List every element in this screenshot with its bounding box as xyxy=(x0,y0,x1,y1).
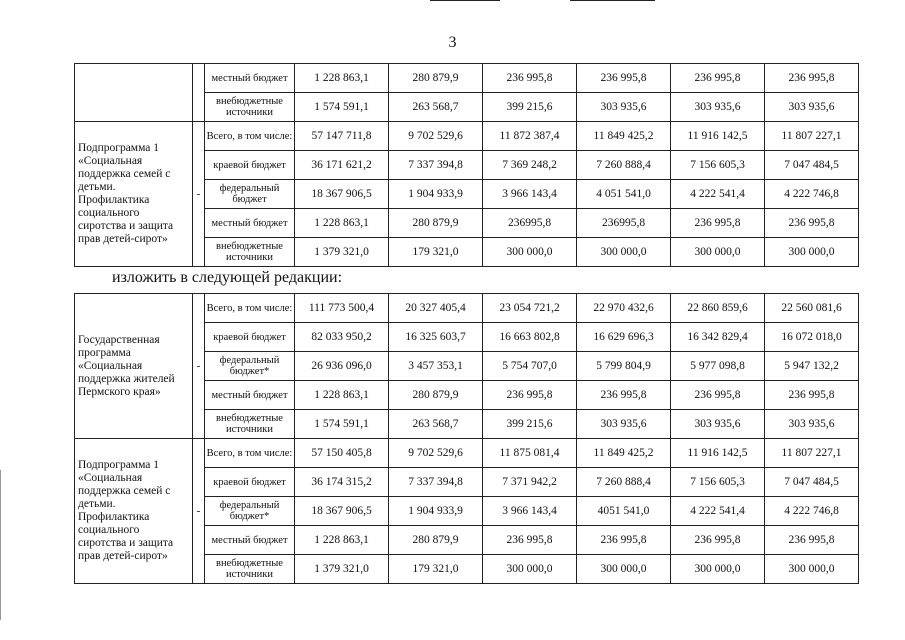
value-cell: 236 995,8 xyxy=(671,526,765,555)
value-cell: 300 000,0 xyxy=(577,238,671,267)
value-cell: 4 222 746,8 xyxy=(765,497,859,526)
value-cell: 57 150 405,8 xyxy=(295,439,389,468)
value-cell: 18 367 906,5 xyxy=(295,180,389,209)
value-cell: 1 228 863,1 xyxy=(295,381,389,410)
funding-source-cell: Всего, в том числе: xyxy=(205,294,295,323)
value-cell: 236 995,8 xyxy=(671,381,765,410)
value-cell: 303 935,6 xyxy=(577,93,671,122)
funding-source-cell: краевой бюджет xyxy=(205,468,295,497)
value-cell: 16 072 018,0 xyxy=(765,323,859,352)
value-cell: 236 995,8 xyxy=(671,209,765,238)
value-cell: 300 000,0 xyxy=(483,555,577,584)
value-cell: 4 222 541,4 xyxy=(671,180,765,209)
value-cell: 236 995,8 xyxy=(483,64,577,93)
value-cell: 111 773 500,4 xyxy=(295,294,389,323)
funding-source-cell: местный бюджет xyxy=(205,64,295,93)
value-cell: 20 327 405,4 xyxy=(389,294,483,323)
value-cell: 11 849 425,2 xyxy=(577,439,671,468)
value-cell: 300 000,0 xyxy=(577,555,671,584)
value-cell: 300 000,0 xyxy=(765,238,859,267)
value-cell: 399 215,6 xyxy=(483,410,577,439)
value-cell: 263 568,7 xyxy=(389,410,483,439)
value-cell: 303 935,6 xyxy=(671,93,765,122)
funding-source-cell: внебюджетные источники xyxy=(205,410,295,439)
value-cell: 5 799 804,9 xyxy=(577,352,671,381)
value-cell: 7 369 248,2 xyxy=(483,151,577,180)
header-rule-2 xyxy=(570,0,655,1)
value-cell: 236 995,8 xyxy=(765,209,859,238)
value-cell: 263 568,7 xyxy=(389,93,483,122)
value-cell: 3 966 143,4 xyxy=(483,180,577,209)
value-cell: 7 260 888,4 xyxy=(577,468,671,497)
value-cell: 18 367 906,5 xyxy=(295,497,389,526)
value-cell: 179 321,0 xyxy=(389,555,483,584)
value-cell: 236 995,8 xyxy=(765,381,859,410)
value-cell: 236 995,8 xyxy=(671,64,765,93)
value-cell: 1 228 863,1 xyxy=(295,209,389,238)
program-name-cell: Подпрограмма 1 «Социальная поддержка семей с детьми. Профилактика социального сиротства и защита прав детей-сирот» xyxy=(75,439,193,584)
value-cell: 16 342 829,4 xyxy=(671,323,765,352)
value-cell: 11 872 387,4 xyxy=(483,122,577,151)
value-cell: 7 156 605,3 xyxy=(671,151,765,180)
value-cell: 399 215,6 xyxy=(483,93,577,122)
value-cell: 7 371 942,2 xyxy=(483,468,577,497)
value-cell: 1 228 863,1 xyxy=(295,64,389,93)
dash-cell: - xyxy=(193,294,205,439)
value-cell: 7 047 484,5 xyxy=(765,151,859,180)
funding-source-cell: местный бюджет xyxy=(205,381,295,410)
value-cell: 3 457 353,1 xyxy=(389,352,483,381)
value-cell: 16 629 696,3 xyxy=(577,323,671,352)
funding-source-cell: федеральный бюджет xyxy=(205,180,295,209)
bottom-table xyxy=(74,293,859,584)
funding-source-cell: внебюджетные источники xyxy=(205,238,295,267)
value-cell: 57 147 711,8 xyxy=(295,122,389,151)
value-cell: 16 663 802,8 xyxy=(483,323,577,352)
value-cell: 280 879,9 xyxy=(389,209,483,238)
value-cell: 11 916 142,5 xyxy=(671,122,765,151)
value-cell: 11 807 227,1 xyxy=(765,122,859,151)
funding-source-cell: федеральный бюджет* xyxy=(205,352,295,381)
value-cell: 1 379 321,0 xyxy=(295,238,389,267)
value-cell: 236 995,8 xyxy=(577,381,671,410)
funding-source-cell: Всего, в том числе: xyxy=(205,122,295,151)
value-cell: 300 000,0 xyxy=(671,555,765,584)
value-cell: 236 995,8 xyxy=(483,526,577,555)
funding-source-cell: местный бюджет xyxy=(205,209,295,238)
value-cell: 300 000,0 xyxy=(483,238,577,267)
value-cell: 303 935,6 xyxy=(671,410,765,439)
value-cell: 303 935,6 xyxy=(765,93,859,122)
value-cell: 7 337 394,8 xyxy=(389,151,483,180)
value-cell: 179 321,0 xyxy=(389,238,483,267)
value-cell: 303 935,6 xyxy=(765,410,859,439)
funding-source-cell: краевой бюджет xyxy=(205,323,295,352)
top-table xyxy=(74,63,859,267)
value-cell: 280 879,9 xyxy=(389,526,483,555)
value-cell: 1 904 933,9 xyxy=(389,180,483,209)
value-cell: 236 995,8 xyxy=(483,381,577,410)
funding-source-cell: местный бюджет xyxy=(205,526,295,555)
value-cell: 4 051 541,0 xyxy=(577,180,671,209)
value-cell: 7 337 394,8 xyxy=(389,468,483,497)
dash-cell: - xyxy=(193,122,205,267)
value-cell: 1 228 863,1 xyxy=(295,526,389,555)
header-rule-1 xyxy=(430,0,500,1)
value-cell: 9 702 529,6 xyxy=(389,122,483,151)
table-row xyxy=(75,439,859,468)
value-cell: 303 935,6 xyxy=(577,410,671,439)
value-cell: 280 879,9 xyxy=(389,381,483,410)
value-cell: 300 000,0 xyxy=(765,555,859,584)
value-cell: 11 807 227,1 xyxy=(765,439,859,468)
value-cell: 11 849 425,2 xyxy=(577,122,671,151)
value-cell: 1 904 933,9 xyxy=(389,497,483,526)
value-cell: 36 174 315,2 xyxy=(295,468,389,497)
funding-source-cell: федеральный бюджет* xyxy=(205,497,295,526)
value-cell: 22 560 081,6 xyxy=(765,294,859,323)
value-cell: 1 574 591,1 xyxy=(295,410,389,439)
value-cell: 7 156 605,3 xyxy=(671,468,765,497)
table-row xyxy=(75,64,859,93)
value-cell: 22 970 432,6 xyxy=(577,294,671,323)
funding-source-cell: внебюджетные источники xyxy=(205,555,295,584)
funding-source-cell: краевой бюджет xyxy=(205,151,295,180)
value-cell: 9 702 529,6 xyxy=(389,439,483,468)
value-cell: 236 995,8 xyxy=(577,526,671,555)
table-row xyxy=(75,122,859,151)
program-name-cell: Государственная программа «Социальная поддержка жителей Пермского края» xyxy=(75,294,193,439)
table-row xyxy=(75,294,859,323)
page-number: 3 xyxy=(448,34,457,51)
value-cell: 5 754 707,0 xyxy=(483,352,577,381)
program-name-cell xyxy=(75,64,193,122)
value-cell: 22 860 859,6 xyxy=(671,294,765,323)
value-cell: 300 000,0 xyxy=(671,238,765,267)
value-cell: 36 171 621,2 xyxy=(295,151,389,180)
program-name-cell: Подпрограмма 1 «Социальная поддержка семей с детьми. Профилактика социального сиротства и защита прав детей-сирот» xyxy=(75,122,193,267)
value-cell: 23 054 721,2 xyxy=(483,294,577,323)
value-cell: 3 966 143,4 xyxy=(483,497,577,526)
value-cell: 280 879,9 xyxy=(389,64,483,93)
value-cell: 4 222 746,8 xyxy=(765,180,859,209)
value-cell: 11 916 142,5 xyxy=(671,439,765,468)
value-cell: 236995,8 xyxy=(483,209,577,238)
dash-cell xyxy=(193,64,205,122)
value-cell: 236 995,8 xyxy=(765,526,859,555)
value-cell: 236995,8 xyxy=(577,209,671,238)
value-cell: 16 325 603,7 xyxy=(389,323,483,352)
value-cell: 82 033 950,2 xyxy=(295,323,389,352)
dash-cell: - xyxy=(193,439,205,584)
amendment-note: изложить в следующей редакции: xyxy=(112,269,343,286)
value-cell: 26 936 096,0 xyxy=(295,352,389,381)
value-cell: 7 260 888,4 xyxy=(577,151,671,180)
funding-source-cell: Всего, в том числе: xyxy=(205,439,295,468)
scan-edge-line xyxy=(0,470,1,620)
value-cell: 236 995,8 xyxy=(765,64,859,93)
value-cell: 236 995,8 xyxy=(577,64,671,93)
value-cell: 11 875 081,4 xyxy=(483,439,577,468)
value-cell: 1 574 591,1 xyxy=(295,93,389,122)
value-cell: 1 379 321,0 xyxy=(295,555,389,584)
value-cell: 4051 541,0 xyxy=(577,497,671,526)
value-cell: 4 222 541,4 xyxy=(671,497,765,526)
value-cell: 5 977 098,8 xyxy=(671,352,765,381)
funding-source-cell: внебюджетные источники xyxy=(205,93,295,122)
value-cell: 7 047 484,5 xyxy=(765,468,859,497)
value-cell: 5 947 132,2 xyxy=(765,352,859,381)
